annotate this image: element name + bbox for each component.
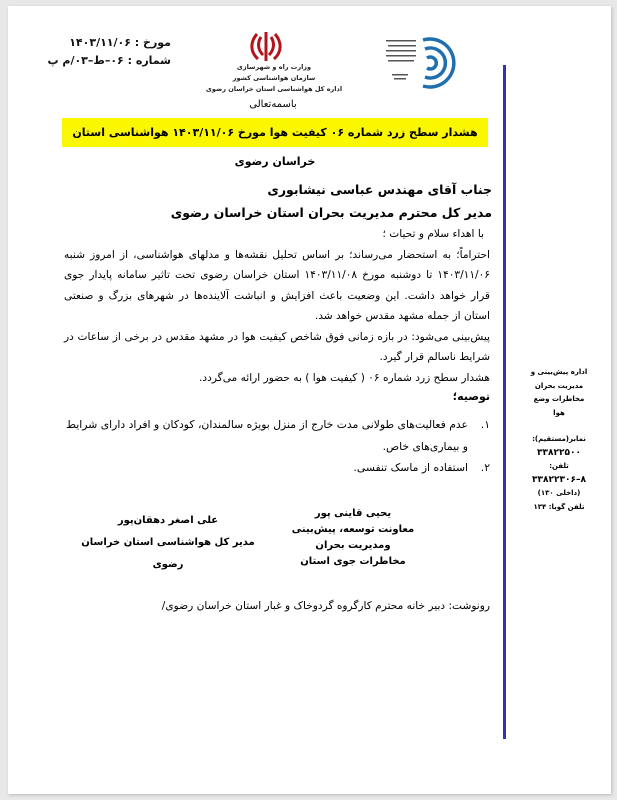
- signature-director: [68, 510, 268, 576]
- warning-paragraph: هشدار سطح زرد شماره ۰۶ ( کیفیت هوا ) به حضور ارائه می‌گردد.: [199, 371, 490, 384]
- warning-banner: هشدار سطح زرد شماره ۰۶ کیفیت هوا مورخ ۱۴۰۳/۱۱/۰۶ هواشناسی استان خراسان رضوی: [62, 118, 488, 147]
- number-line: شماره : ۰۶–ط–۰۳/م پ: [47, 54, 171, 67]
- meteorological-organization-logo: [378, 32, 468, 92]
- extension: (داخلی ۱۳۰): [537, 489, 581, 497]
- sidebar-line: نمابر(مستقیم):: [532, 435, 586, 443]
- sidebar-line: مخاطرات وضع: [533, 395, 585, 403]
- addressee-name: جناب آقای مهندس عباسی نیشابوری: [267, 182, 492, 197]
- list-item: ۱. عدم فعالیت‌های طولانی مدت خارج از منزل بویژه سالمندان، کودکان و افراد دارای شرایط و بیماری‌های خاص.: [66, 418, 490, 453]
- sidebar-spacer: [514, 420, 604, 433]
- phone-number: ۸–۳۳۸۲۲۳۰۶: [532, 474, 586, 485]
- signer-name: یحیی قاینی پور: [314, 508, 392, 519]
- office-line: اداره کل هواشناسی استان خراسان رضوی: [205, 85, 343, 93]
- letter-page: [8, 6, 611, 794]
- sidebar-line: مدیریت بحران: [534, 381, 584, 390]
- body-paragraph: احتراماً؛ به استحضار می‌رساند؛ بر اساس تحلیل نقشه‌ها و مدلهای هواشناسی، از امروز شنبه ۱۴۰۳/۱۱/۰۶ تا دوشنبه مورخ ۱۴۰۳/۱۱/۰۸ استان خراسان رضوی تحت تاثیر سامانه پایدار جوی قرار خواهد داشت. این وضعیت باعث افزایش و انباشت آلاینده‌ها در شهرهای بزرگ و صنعتی استان از جمله مشهد مقدس خواهد شد.: [64, 248, 490, 322]
- recommendations-list: [64, 414, 490, 479]
- sidebar-line: هوا: [553, 408, 565, 417]
- basmeh: باسمه‌تعالی: [249, 99, 297, 110]
- voice-phone: تلفن گویا: ۱۳۴: [533, 502, 585, 511]
- sidebar-line: تلفن:: [549, 462, 569, 470]
- fax-number: ۳۳۸۲۲۵۰۰: [537, 447, 581, 458]
- letter-meta: [48, 34, 172, 70]
- addressee-title: مدیر کل محترم مدیریت بحران استان خراسان رضوی: [170, 205, 492, 220]
- sidebar-line: اداره پیش‌بینی و: [530, 368, 588, 376]
- recommendations-title: توصیه؛: [452, 390, 490, 403]
- letter-body: [64, 224, 490, 388]
- forecast-paragraph: پیش‌بینی می‌شود: در بازه زمانی فوق شاخص کیفیت هوا در مشهد مقدس در برخی از ساعات در شرایط ناسالم قرار گیرد.: [64, 330, 490, 363]
- iran-emblem-icon: [248, 28, 284, 64]
- vertical-rule: [503, 65, 506, 739]
- ministry-heading: [188, 62, 360, 95]
- contact-sidebar: [514, 366, 604, 514]
- signature-deputy: [273, 506, 433, 570]
- carbon-copy: رونوشت: دبیر خانه محترم کارگروه گردوخاک و غبار استان خراسان رضوی/: [161, 600, 490, 612]
- signer-title: مخاطرات جوی استان: [300, 556, 406, 567]
- list-item: ۲. استفاده از ماسک تنفسی.: [353, 461, 490, 474]
- organization-line: سازمان هواشناسی کشور: [232, 74, 316, 82]
- signer-title: مدیر کل هواشناسی استان خراسان رضوی: [81, 537, 255, 570]
- signer-title: معاونت توسعه، پیش‌بینی ومدیریت بحران: [291, 524, 415, 551]
- addressee: [171, 178, 492, 224]
- ministry-line: وزارت راه و شهرسازی: [236, 63, 312, 71]
- signer-name: علی اصغر دهقان‌پور: [117, 515, 219, 526]
- greeting: با اهداء سلام و تحیات ؛: [382, 228, 484, 240]
- date-line: مورخ : ۱۴۰۳/۱۱/۰۶: [69, 36, 171, 49]
